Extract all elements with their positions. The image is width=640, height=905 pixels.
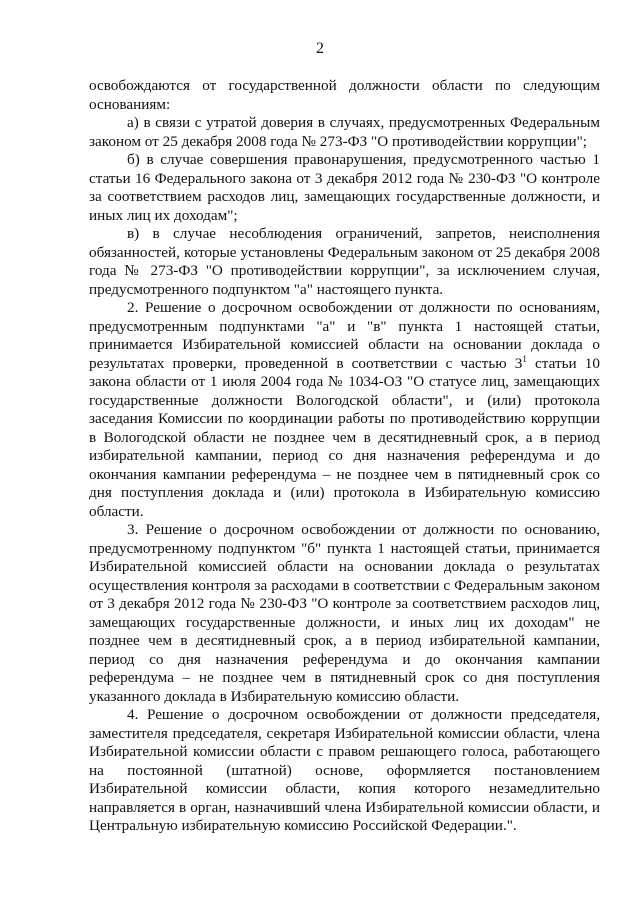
paragraph-3: 3. Решение о досрочном освобождении от должности по основанию, предусмотренному подпунктом "б" пункта 1 настоящей статьи, принимается Избирательной комиссией области на основании доклада о результатах осуществления контроля за расходами в соответствии с Федеральным законом от 3 декабря 2012 года № 230-ФЗ "О контроле за соответствием расходов лиц, замещающих государственные должности, и иных лиц их доходам" не позднее чем в десятидневный срок, а в период избирательной кампании, период со дня назначения референдума и до окончания кампании референдума – не позднее чем в пятидневный срок со дня поступления указанного доклада в Избирательную комиссию области. (89, 521, 600, 705)
page-number: 2 (316, 40, 324, 57)
intro-paragraph: освобождаются от государственной должности области по следующим основаниям: (89, 77, 600, 113)
paragraph-2-text-before: 2. Решение о досрочном освобождении от должности по основаниям, предусмотренным подпунктами "а" и "в" пункта 1 настоящей статьи, принимается Избирательной комиссией области на основании доклада о результатах проверки, проведенной в соответствии с частью 3 (89, 299, 600, 372)
paragraph-2 (89, 299, 600, 521)
document-body (89, 77, 600, 836)
subitem-v: в) в случае несоблюдения ограничений, запретов, неисполнения обязанностей, которые установлены Федеральным законом от 25 декабря 2008 года № 273-ФЗ "О противодействии коррупции", за исключением случая, предусмотренного подпунктом "а" настоящего пункта. (89, 225, 600, 298)
superscript-1: 1 (522, 353, 527, 364)
subitem-b: б) в случае совершения правонарушения, предусмотренного частью 1 статьи 16 Федерального закона от 3 декабря 2012 года № 230-ФЗ "О контроле за соответствием расходов лиц, замещающих государственные должности, и иных лиц их доходам"; (89, 151, 600, 224)
paragraph-2-text-after: статьи 10 закона области от 1 июля 2004 года № 1034-ОЗ "О статусе лиц, замещающих государственные должности Вологодской области", и (или) протокола заседания Комиссии по координации работы по противодействию коррупции в Вологодской области не позднее чем в десятидневный срок, а в период избирательной кампании, период со дня назначения референдума и до окончания кампании референдума – не позднее чем в пятидневный срок со дня поступления доклада и (или) протокола в Избирательную комиссию области. (89, 354, 600, 520)
paragraph-4: 4. Решение о досрочном освобождении от должности председателя, заместителя председателя, секретаря Избирательной комиссии области, члена Избирательной комиссии области с правом решающего голоса, работающего на постоянной (штатной) основе, оформляется постановлением Избирательной комиссии области, копия которого незамедлительно направляется в орган, назначивший члена Избирательной комиссии области, и Центральную избирательную комиссию Российской Федерации.". (89, 706, 600, 834)
subitem-a: а) в связи с утратой доверия в случаях, предусмотренных Федеральным законом от 25 декабря 2008 года № 273-ФЗ "О противодействии коррупции"; (89, 114, 600, 150)
